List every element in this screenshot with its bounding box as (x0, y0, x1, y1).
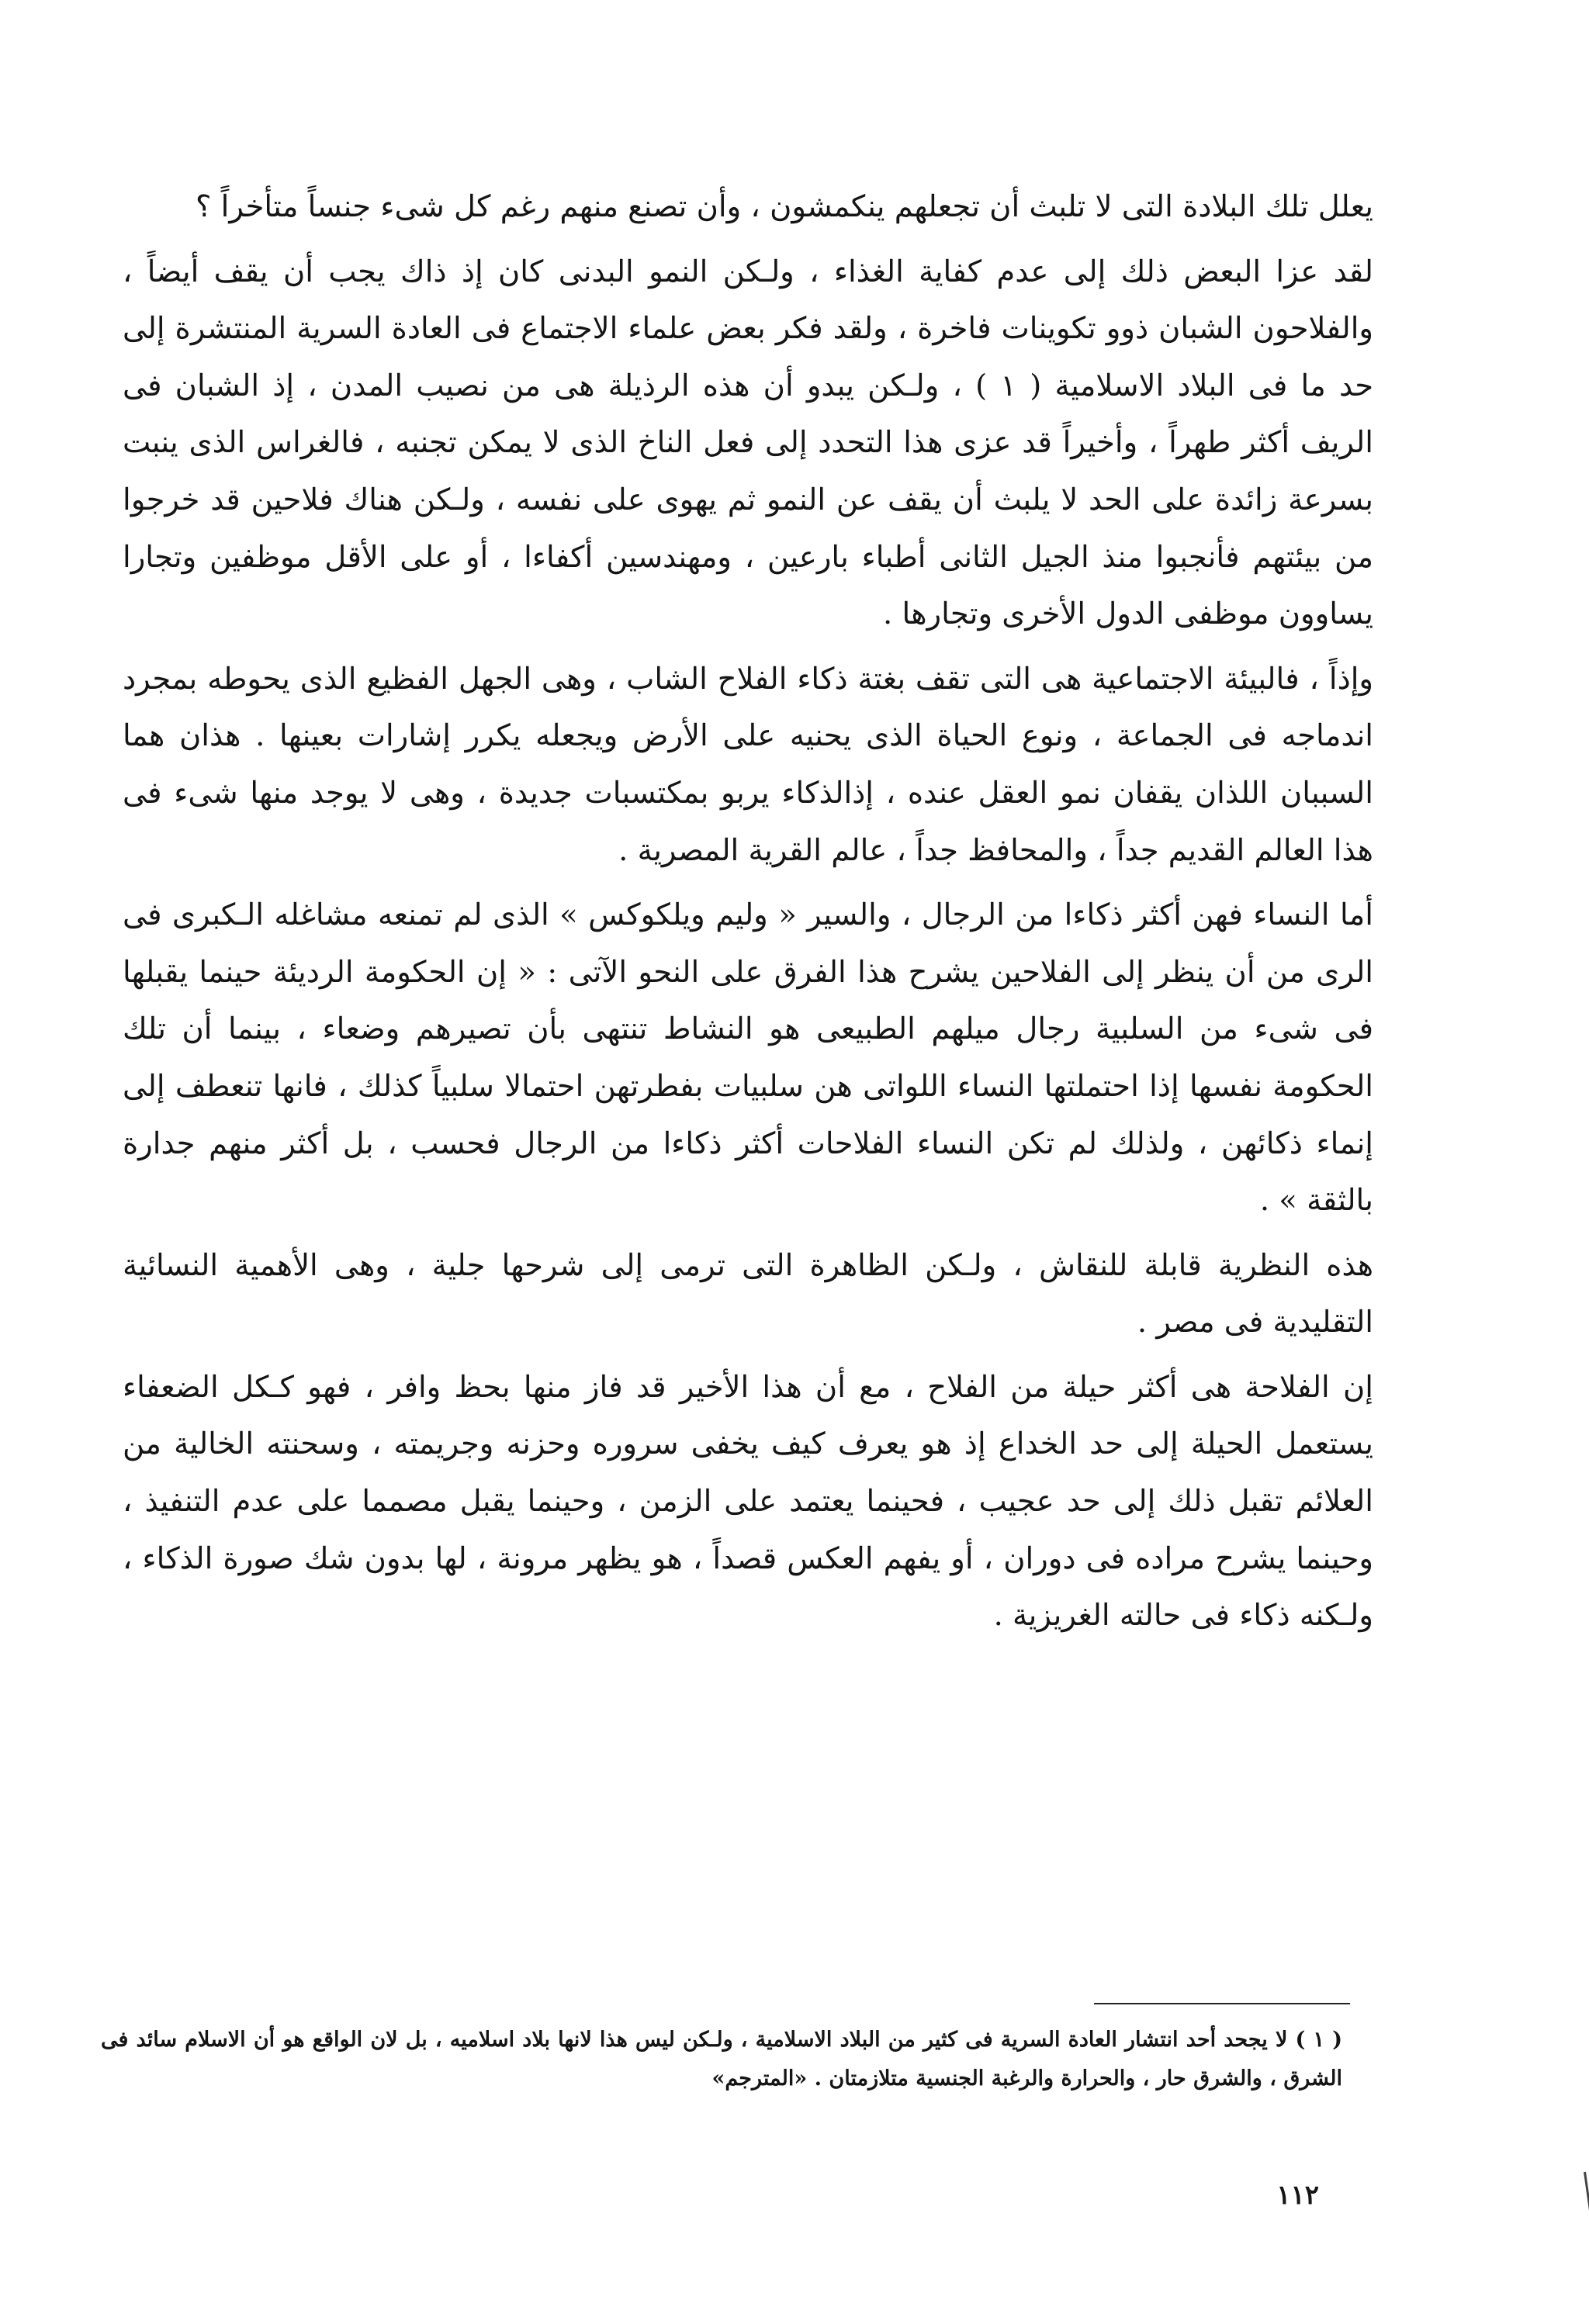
paragraph-5: هذه النظرية قابلة للنقاش ، ولـكن الظاهرة التى ترمى إلى شرحها جلية ، وهى الأهمية النسائية التقليدية فى مصر . (123, 1247, 1373, 1340)
paragraph-4: أما النساء فهن أكثر ذكاءا من الرجال ، والسير « وليم ويلكوكس » الذى لم تمنعه مشاغله الـكبرى فى الرى من أن ينظر إلى الفلاحين يشرح هذا الفرق على النحو الآتى : « إن الحكومة الرديئة حينما يقبلها فى شىء من السلبية رجال ميلهم الطبيعى هو النشاط تنتهى بأن تصيرهم وضعاء ، بينما أن تلك الحكومة نفسها إذا احتملتها النساء اللواتى هن سلبيات بفطرتهن احتمالا سلبياً كذلك ، فانها تنعطف إلى إنماء ذكائهن ، ولذلك لم تكن النساء الفلاحات أكثر ذكاءا من الرجال فحسب ، بل أكثر منهم جدارة بالثقة » . (123, 897, 1373, 1219)
paragraph-1: يعلل تلك البلادة التى لا تلبث أن تجعلهم ينكمشون ، وأن تصنع منهم رغم كل شىء جنساً متأخراً ؟ (195, 189, 1373, 224)
page-edge-mark (1584, 2172, 1589, 2323)
paragraph-6: إن الفلاحة هى أكثر حيلة من الفلاح ، مع أن هذا الأخير قد فاز منها بحظ وافر ، فهو كـكل الضعفاء يستعمل الحيلة إلى حد الخداع إذ هو يعرف كيف يخفى سروره وحزنه وجريمته ، وسحنته الخالية من العلائم تقبل ذلك إلى حد عجيب ، فحينما يعتمد على الزمن ، وحينما يقبل مصمما على عدم التنفيذ ، وحينما يشرح مراده فى دوران ، أو يفهم العكس قصداً ، هو يظهر مرونة ، لها بدون شك صورة الذكاء ، ولـكنه ذكاء فى حالته الغريزية . (123, 1369, 1373, 1634)
body-text (123, 178, 1373, 1644)
page-number: ١١٢ (1276, 2180, 1319, 2211)
paragraph-3: وإذاً ، فالبيئة الاجتماعية هى التى تقف بغتة ذكاء الفلاح الشاب ، وهى الجهل الفظيع الذى يحوطه بمجرد اندماجه فى الجماعة ، ونوع الحياة الذى يحنيه على الأرض ويجعله يكرر إشارات بعينها . هذان هما السببان اللذان يقفان نمو العقل عنده ، إذالذكاء يربو بمكتسبات جديدة ، وهى لا يوجد منها شىء فى هذا العالم القديم جداً ، والمحافظ جداً ، عالم القرية المصرية . (123, 661, 1373, 868)
footnote: ( ١ ) لا يجحد أحد انتشار العادة السرية فى كثير من البلاد الاسلامية ، ولـكن ليس هذا لانها بلاد اسلاميه ، بل لان الواقع هو أن الاسلام سائد فى الشرق ، والشرق حار ، والحرارة والرغبة الجنسية متلازمتان . «المترجم» (101, 2028, 1342, 2091)
footnote-divider (1094, 2003, 1350, 2004)
paragraph-2: لقد عزا البعض ذلك إلى عدم كفاية الغذاء ، ولـكن النمو البدنى كان إذ ذاك يجب أن يقف أيضاً ، والفلاحون الشبان ذوو تكوينات فاخرة ، ولقد فكر بعض علماء الاجتماع فى العادة السرية المنتشرة إلى حد ما فى البلاد الاسلامية ( ١ ) ، ولـكن يبدو أن هذه الرذيلة هى من نصيب المدن ، إذ الشبان فى الريف أكثر طهراً ، وأخيراً قد عزى هذا التحدد إلى فعل الناخ الذى لا يمكن تجنبه ، فالغراس الذى ينبت بسرعة زائدة على الحد لا يلبث أن يقف عن النمو ثم يهوى على نفسه ، ولـكن هناك فلاحين قد خرجوا من بيئتهم فأنجبوا منذ الجيل الثانى أطباء بارعين ، ومهندسين أكفاءا ، أو على الأقل موظفين وتجارا يساوون موظفى الدول الأخرى وتجارها . (123, 254, 1373, 632)
